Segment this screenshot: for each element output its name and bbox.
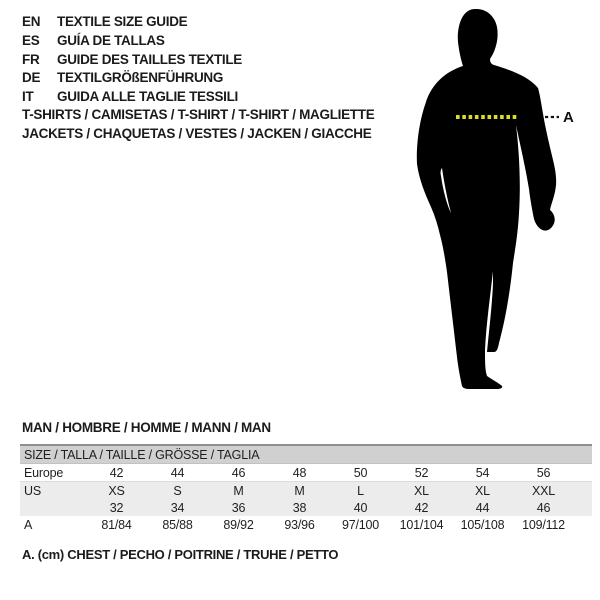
category-line-jackets: JACKETS / CHAQUETAS / VESTES / JACKEN / GIACCHE xyxy=(22,125,372,141)
man-silhouette-figure xyxy=(415,4,580,396)
table-row-chest-a xyxy=(20,516,592,533)
size-cell: 52 xyxy=(391,464,452,482)
size-cell: 89/92 xyxy=(223,517,254,532)
size-cell: 42 xyxy=(391,499,452,516)
size-table-header-row xyxy=(20,445,592,464)
size-cell: 38 xyxy=(269,499,330,516)
size-cell: M xyxy=(208,482,269,500)
row-label: US xyxy=(20,482,86,500)
language-title: TEXTILGRÖßENFÜHRUNG xyxy=(57,70,224,86)
language-title: GUIDA ALLE TAGLIE TESSILI xyxy=(57,89,238,105)
size-cell: 85/88 xyxy=(162,517,193,532)
size-cell: XL xyxy=(452,482,513,500)
language-code: IT xyxy=(22,89,34,105)
chest-measure-footnote: A. (cm) CHEST / PECHO / POITRINE / TRUHE / PETTO xyxy=(22,547,339,562)
size-cell: 34 xyxy=(147,499,208,516)
size-cell: 101/104 xyxy=(399,517,444,532)
size-table-header-cell: SIZE / TALLA / TAILLE / GRÖSSE / TAGLIA xyxy=(20,445,592,464)
language-title: TEXTILE SIZE GUIDE xyxy=(57,14,188,29)
section-title-man: MAN / HOMBRE / HOMME / MANN / MAN xyxy=(22,420,271,435)
size-cell: 54 xyxy=(452,464,513,482)
language-title: GUÍA DE TALLAS xyxy=(57,32,165,48)
size-cell: 56 xyxy=(513,464,574,482)
size-cell: 50 xyxy=(330,464,391,482)
language-row xyxy=(22,32,242,51)
size-cell: 44 xyxy=(452,499,513,516)
language-row xyxy=(22,69,242,88)
language-code: FR xyxy=(22,51,40,67)
size-cell: M xyxy=(269,482,330,500)
size-cell: S xyxy=(147,482,208,500)
size-cell: 46 xyxy=(513,499,574,516)
size-cell: 105/108 xyxy=(460,517,505,532)
table-row-us-numeric xyxy=(20,499,592,516)
size-cell: 40 xyxy=(330,499,391,516)
language-title: GUIDE DES TAILLES TEXTILE xyxy=(57,51,243,67)
size-cell: 93/96 xyxy=(284,517,315,532)
garment-categories xyxy=(22,106,374,144)
spacer-cell xyxy=(574,516,592,533)
spacer-cell xyxy=(574,499,592,516)
measurement-a-label: A xyxy=(563,109,574,126)
size-cell: XXL xyxy=(513,482,574,500)
size-cell: 48 xyxy=(269,464,330,482)
table-row-us xyxy=(20,482,592,500)
category-line-tshirts: T-SHIRTS / CAMISETAS / T-SHIRT / T-SHIRT / MAGLIETTE xyxy=(22,107,375,122)
size-cell: 42 xyxy=(86,464,147,482)
language-code: DE xyxy=(22,70,41,86)
row-label: Europe xyxy=(20,464,86,482)
language-row xyxy=(22,88,242,107)
size-cell: L xyxy=(330,482,391,500)
size-cell: 36 xyxy=(208,499,269,516)
size-cell: 32 xyxy=(86,499,147,516)
size-cell: 81/84 xyxy=(101,517,132,532)
size-cell: XL xyxy=(391,482,452,500)
size-cell: 46 xyxy=(208,464,269,482)
spacer-cell xyxy=(574,464,592,482)
row-label: A xyxy=(24,517,33,532)
language-row xyxy=(22,51,242,70)
man-silhouette-icon xyxy=(417,9,556,389)
row-label xyxy=(20,499,86,516)
size-table xyxy=(20,444,592,533)
size-cell: XS xyxy=(86,482,147,500)
size-cell: 44 xyxy=(147,464,208,482)
size-cell: 109/112 xyxy=(522,517,565,532)
spacer-cell xyxy=(574,482,592,500)
table-row-europe xyxy=(20,464,592,482)
language-row xyxy=(22,13,242,32)
language-code: EN xyxy=(22,14,41,29)
size-cell: 97/100 xyxy=(341,517,380,532)
language-code: ES xyxy=(22,32,40,48)
language-title-list xyxy=(22,13,242,107)
